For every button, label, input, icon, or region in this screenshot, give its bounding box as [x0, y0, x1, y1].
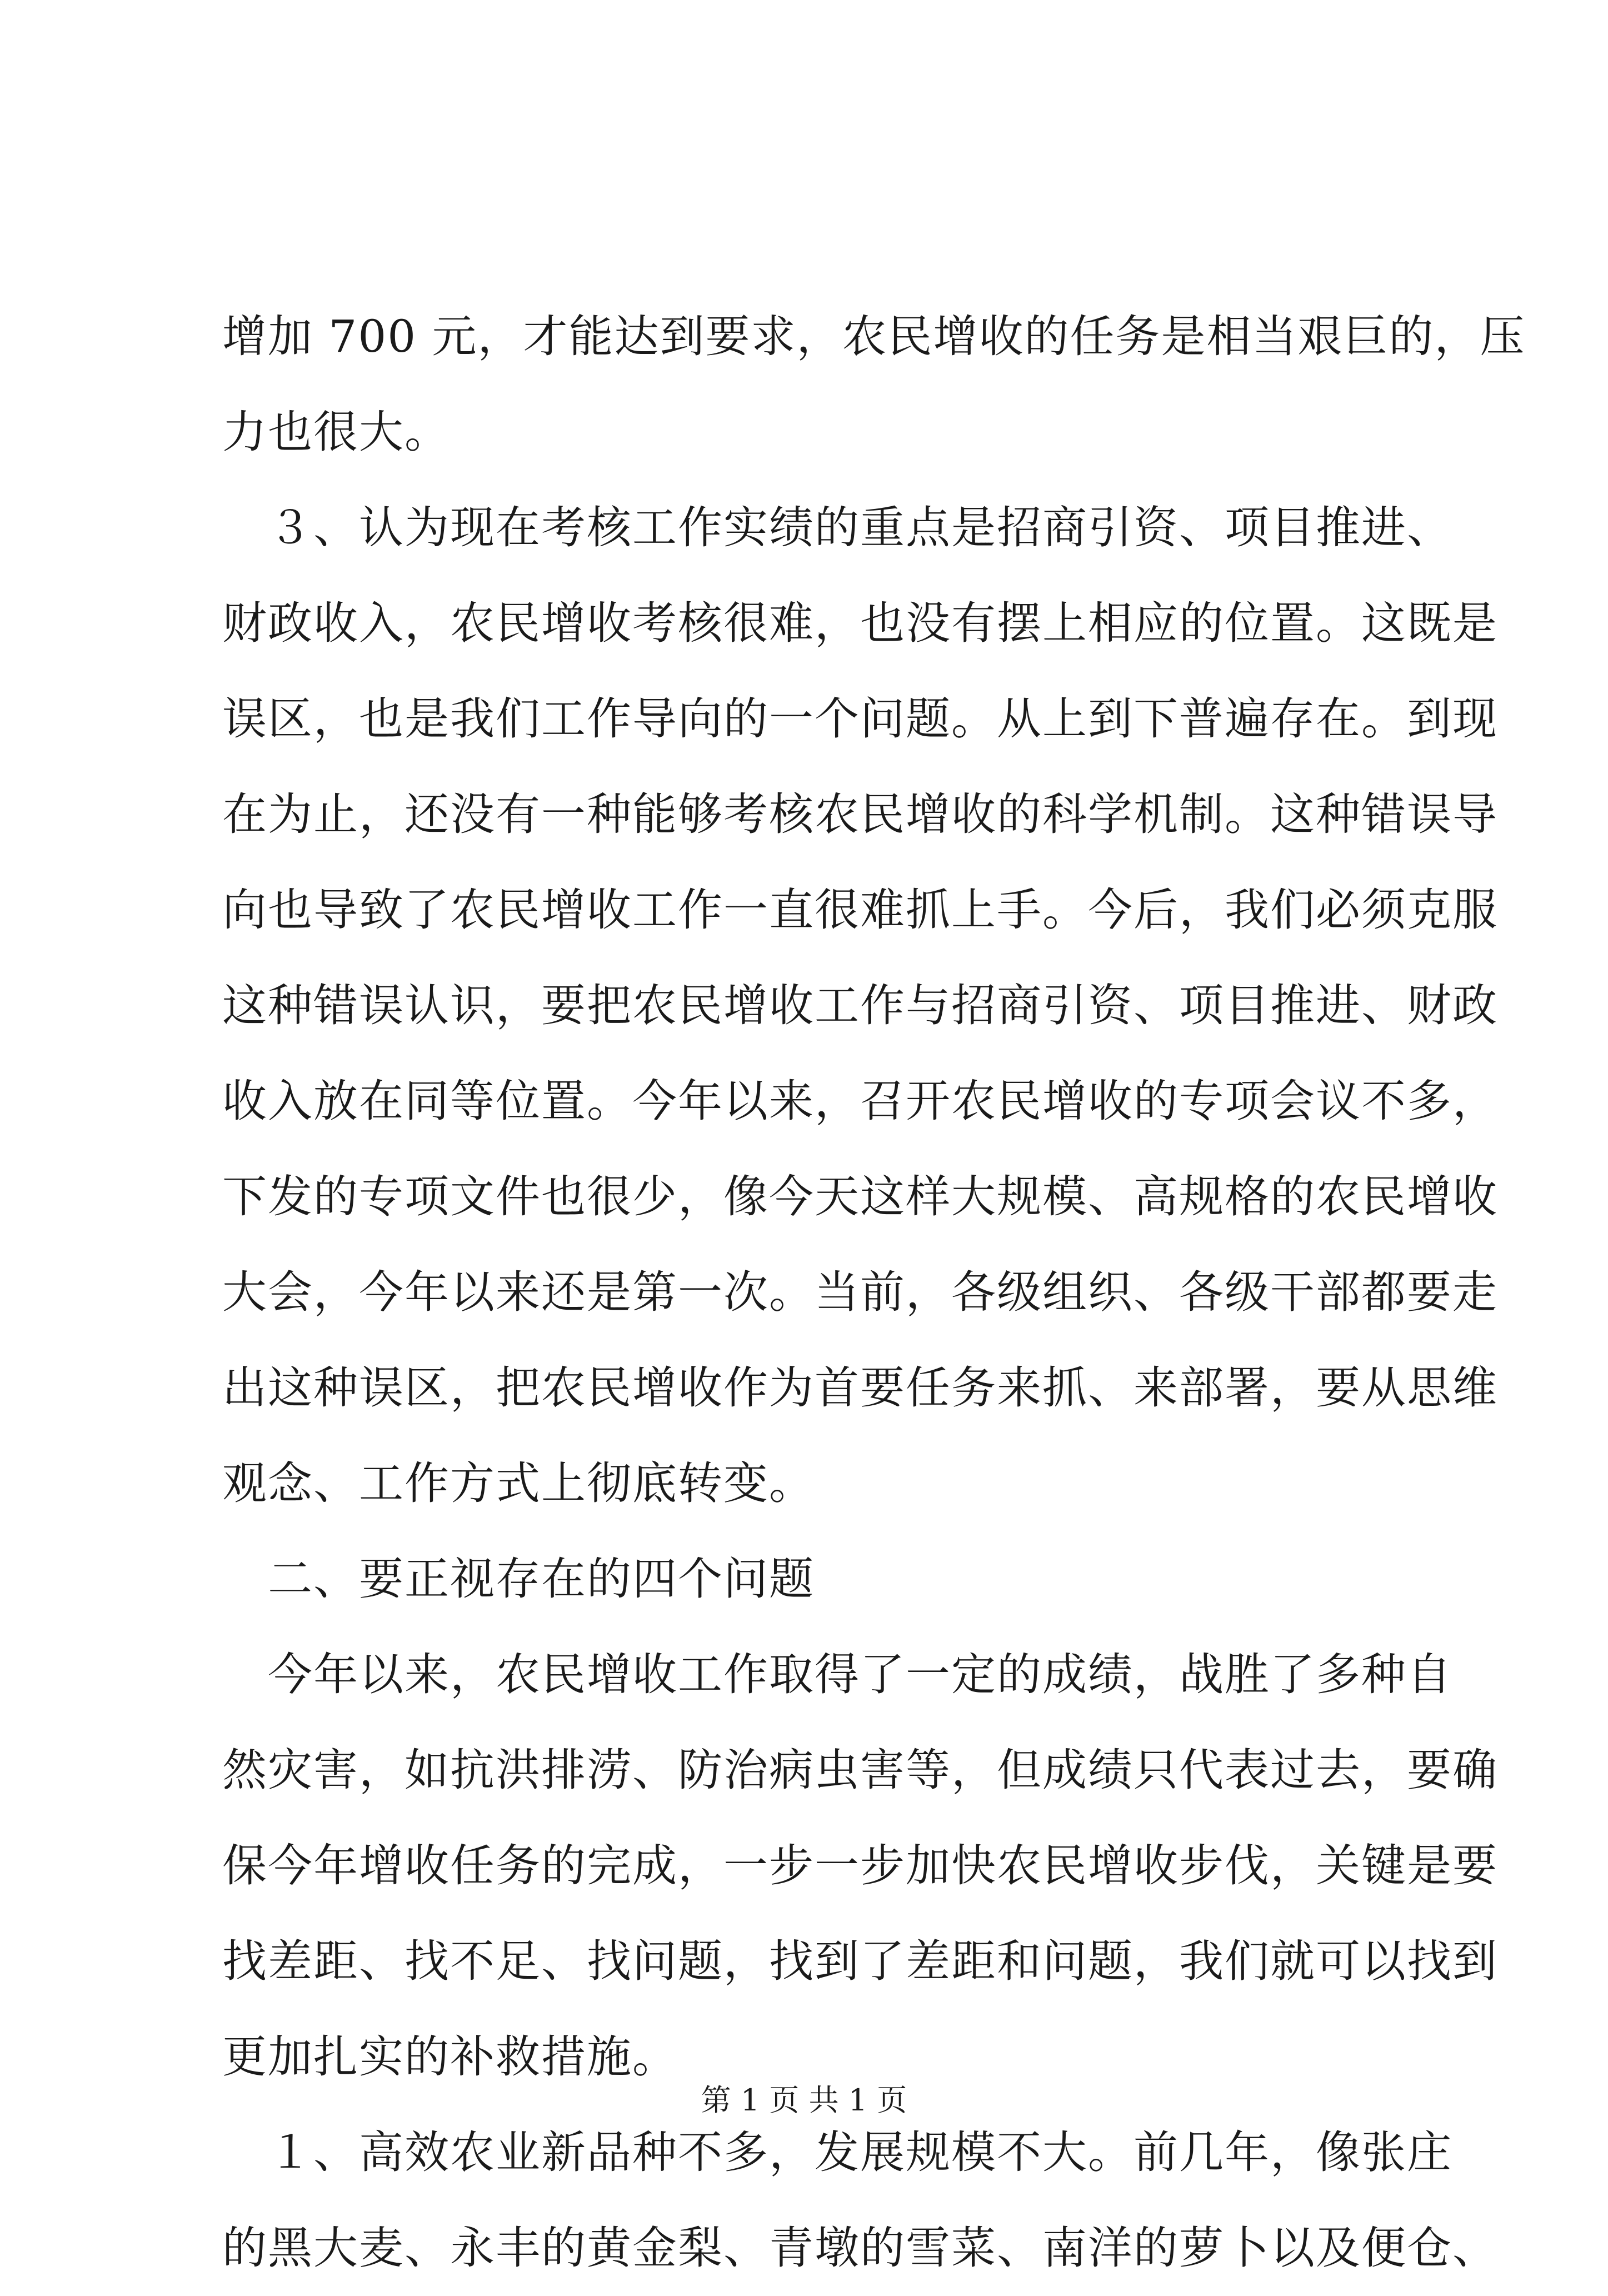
text-line: 下发的专项文件也很少，像今天这样大规模、高规格的农民增收 — [222, 1171, 1498, 1222]
document-body — [222, 289, 1526, 2296]
text-line: 的黑大麦、永丰的黄金梨、青墩的雪菜、南洋的萝卜以及便仓、 — [222, 2222, 1498, 2274]
text-line: 力也很大。 — [222, 406, 450, 458]
text-line: 出这种误区，把农民增收作为首要任务来抓、来部署，要从思维 — [222, 1362, 1498, 1414]
page-footer: 第 1 页 共 1 页 — [701, 2083, 907, 2118]
text-line: １、高效农业新品种不多，发展规模不大。前几年，像张庄 — [222, 2127, 1452, 2178]
text-line: 在为止，还没有一种能够考核农民增收的科学机制。这种错误导 — [222, 788, 1498, 840]
text-line: 观念、工作方式上彻底转变。 — [222, 1458, 815, 1509]
text-line: 更加扎实的补救措施。 — [222, 2031, 678, 2083]
section-heading: 二、要正视存在的四个问题 — [222, 1553, 815, 1605]
text-line: 收入放在同等位置。今年以来，召开农民增收的专项会议不多， — [222, 1075, 1498, 1127]
text-line: 大会，今年以来还是第一次。当前，各级组织、各级干部都要走 — [222, 1266, 1498, 1318]
text-line: 财政收入，农民增收考核很难，也没有摆上相应的位置。这既是 — [222, 597, 1498, 649]
text-line: 增加 700 元，才能达到要求，农民增收的任务是相当艰巨的，压 — [222, 311, 1526, 362]
text-line: 误区，也是我们工作导向的一个问题。从上到下普遍存在。到现 — [222, 693, 1498, 745]
text-line: 这种错误认识，要把农民增收工作与招商引资、项目推进、财政 — [222, 980, 1498, 1031]
text-line: ３、认为现在考核工作实绩的重点是招商引资、项目推进、 — [222, 502, 1452, 553]
text-line: 然灾害，如抗洪排涝、防治病虫害等，但成绩只代表过去，要确 — [222, 1744, 1498, 1796]
text-line: 找差距、找不足、找问题，找到了差距和问题，我们就可以找到 — [222, 1935, 1498, 1987]
text-line: 向也导致了农民增收工作一直很难抓上手。今后，我们必须克服 — [222, 884, 1498, 936]
text-line: 今年以来，农民增收工作取得了一定的成绩，战胜了多种自 — [222, 1649, 1452, 1700]
text-line: 保今年增收任务的完成，一步一步加快农民增收步伐，关键是要 — [222, 1840, 1498, 1891]
